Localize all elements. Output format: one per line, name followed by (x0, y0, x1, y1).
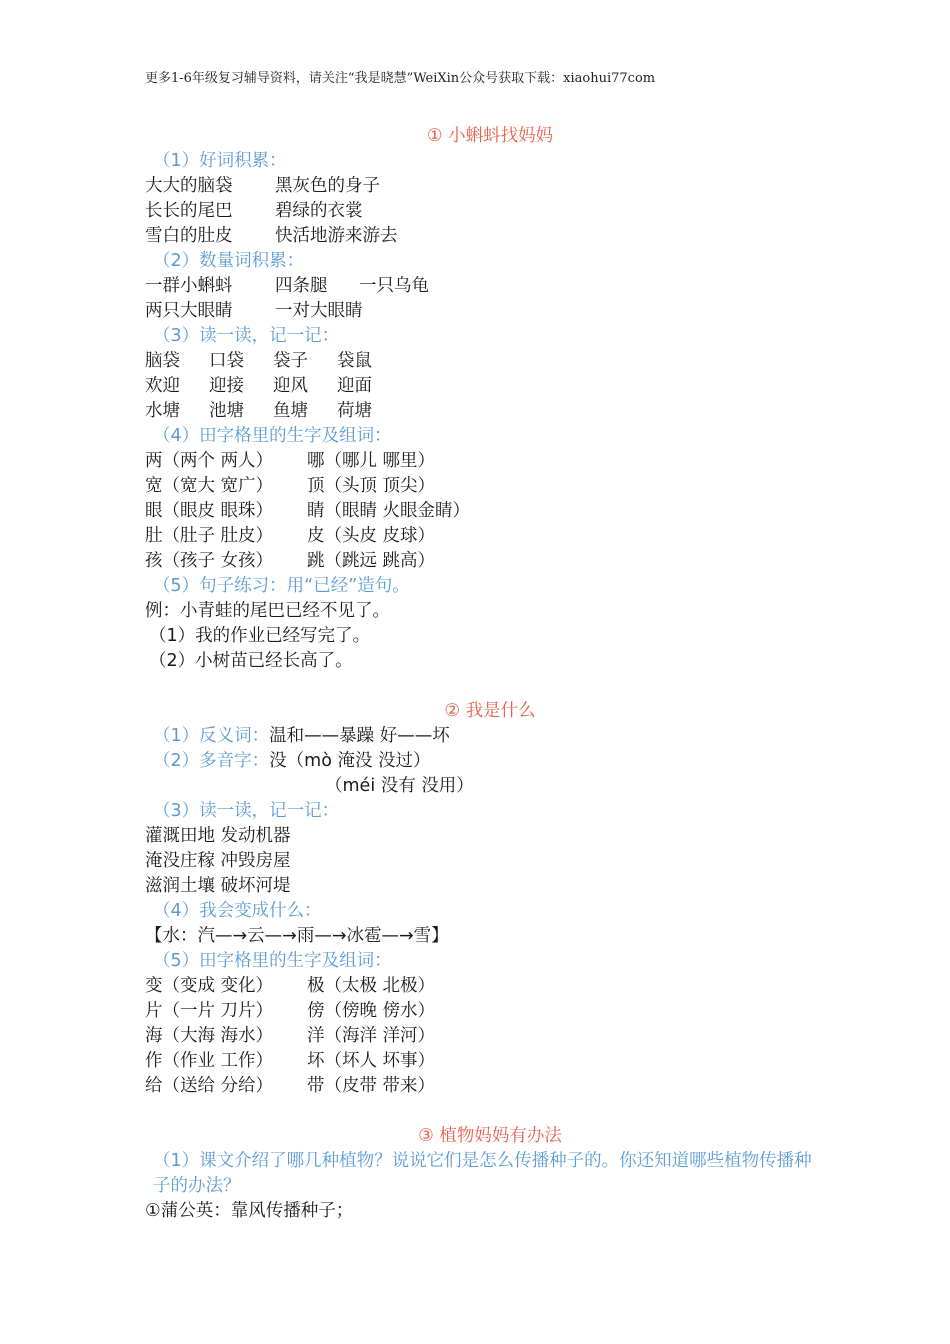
subheading-1-4: （4）田字格里的生字及组词： (153, 426, 392, 446)
antonym-row: （1）反义词：温和——暴躁 好——坏 (153, 726, 450, 746)
word-row: 长长的尾巴 碧绿的衣裳 (145, 201, 363, 221)
word-row: 宽（宽大 宽广） 顶（头顶 顶尖） (145, 476, 436, 496)
word-row: 孩（孩子 女孩） 跳（跳远 跳高） (145, 551, 436, 571)
water-cycle: 【水：汽—→云—→雨—→冰雹—→雪】 (145, 926, 449, 946)
word-row: 大大的脑袋 黑灰色的身子 (145, 176, 380, 196)
word-row: 水塘 池塘 鱼塘 荷塘 (145, 401, 372, 421)
word-row: 两只大眼睛 一对大眼睛 (145, 301, 363, 321)
word-row: 海（大海 海水） 洋（海洋 洋河） (145, 1026, 436, 1046)
polyphone-row: （2）多音字：没（mò 淹没 没过） (153, 751, 431, 771)
subheading-2-5: （5）田字格里的生字及组词： (153, 951, 392, 971)
word-row: 给（送给 分给） 带（皮带 带来） (145, 1076, 436, 1096)
word-row: 一群小蝌蚪 四条腿 一只乌龟 (145, 276, 429, 296)
word-row: 灌溉田地 发动机器 (145, 826, 291, 846)
answer-sentence: （2）小树苗已经长高了。 (149, 651, 353, 671)
word-row: 雪白的肚皮 快活地游来游去 (145, 226, 398, 246)
subheading-2-1: （1）反义词： (153, 726, 270, 746)
word-row: 脑袋 口袋 袋子 袋鼠 (145, 351, 372, 371)
document-body (145, 124, 825, 1224)
word-row: 滋润土壤 破坏河堤 (145, 876, 291, 896)
subheading-1-5: （5）句子练习：用“已经”造句。 (153, 576, 410, 596)
subheading-1-1: （1）好词积累： (153, 151, 287, 171)
section-title-1: ① 小蝌蚪找妈妈 (426, 126, 554, 146)
word-row: 作（作业 工作） 坏（坏人 坏事） (145, 1051, 436, 1071)
word-row: 片（一片 刀片） 傍（傍晚 傍水） (145, 1001, 436, 1021)
answer-sentence: （1）我的作业已经写完了。 (149, 626, 371, 646)
header-note: 更多1-6年级复习辅导资料，请关注“我是晓慧”WeiXin公众号获取下载：xiaohui77com (145, 71, 656, 86)
question-1: （1）课文介绍了哪几种植物？说说它们是怎么传播种子的。你还知道哪些植物传播种子的办法？ (153, 1151, 812, 1196)
subheading-2-3: （3）读一读，记一记： (153, 801, 340, 821)
subheading-2-2: （2）多音字： (153, 751, 270, 771)
word-row: 肚（肚子 肚皮） 皮（头皮 皮球） (145, 526, 436, 546)
word-row: 变（变成 变化） 极（太极 北极） (145, 976, 436, 996)
polyphone-row-2: （méi 没有 没用） (325, 776, 474, 796)
word-row: 眼（眼皮 眼珠） 睛（眼睛 火眼金睛） (145, 501, 471, 521)
subheading-2-4: （4）我会变成什么： (153, 901, 322, 921)
word-row: 欢迎 迎接 迎风 迎面 (145, 376, 372, 396)
word-row: 淹没庄稼 冲毁房屋 (145, 851, 291, 871)
section-title-3: ③ 植物妈妈有办法 (418, 1126, 562, 1146)
answer-1: ①蒲公英：靠风传播种子； (145, 1201, 354, 1221)
section-title-2: ② 我是什么 (444, 701, 536, 721)
word-row: 两（两个 两人） 哪（哪儿 哪里） (145, 451, 436, 471)
subheading-1-2: （2）数量词积累： (153, 251, 305, 271)
subheading-1-3: （3）读一读，记一记： (153, 326, 340, 346)
example-sentence: 例：小青蛙的尾巴已经不见了。 (145, 601, 390, 621)
